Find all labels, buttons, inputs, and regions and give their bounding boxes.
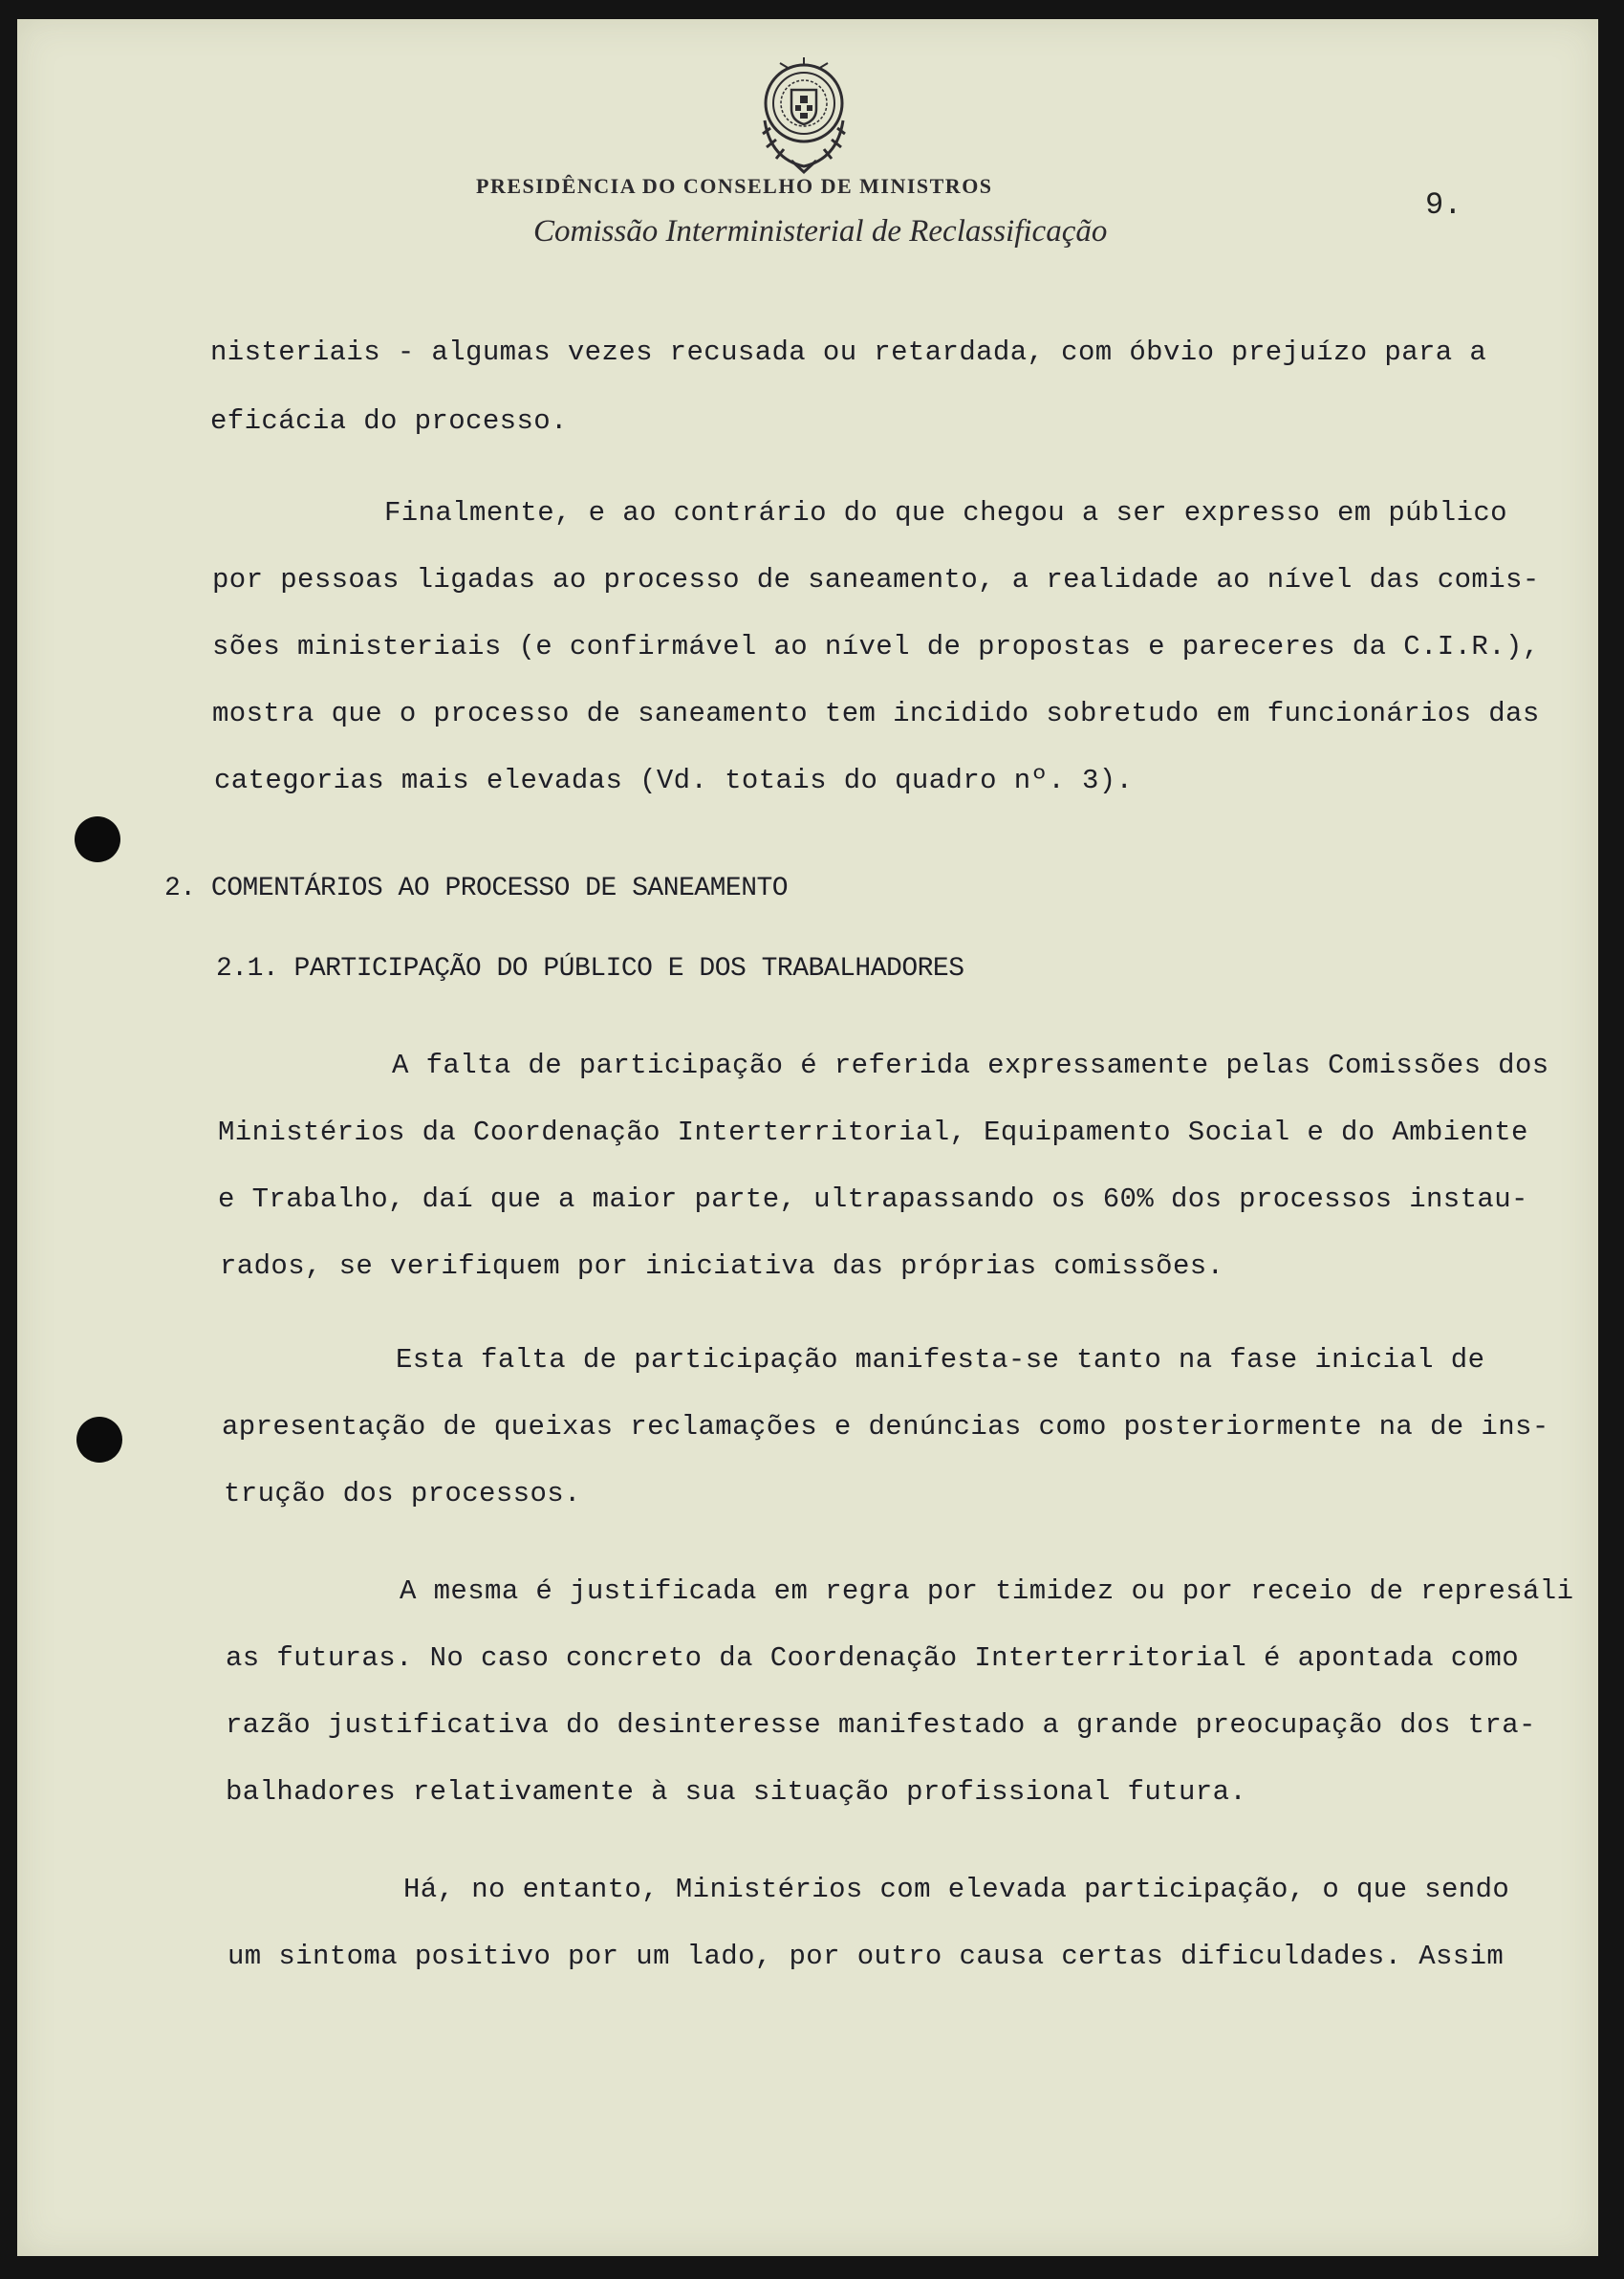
organization-name: PRESIDÊNCIA DO CONSELHO DE MINISTROS [476, 174, 993, 198]
text-line: por pessoas ligadas ao processo de saneamento, a realidade ao nível das comis- [212, 564, 1540, 596]
text-line: rados, se verifiquem por iniciativa das próprias comissões. [220, 1250, 1224, 1282]
text-line: Finalmente, e ao contrário do que chegou a ser expresso em público [384, 497, 1507, 529]
text-line: balhadores relativamente à sua situação profissional futura. [226, 1776, 1247, 1808]
text-line: eficácia do processo. [210, 405, 568, 437]
text-line: Há, no entanto, Ministérios com elevada participação, o que sendo [403, 1874, 1510, 1905]
text-line: sões ministeriais (e confirmável ao nível de propostas e pareceres da C.I.R.), [212, 631, 1540, 662]
text-line: Esta falta de participação manifesta-se tanto na fase inicial de [396, 1344, 1485, 1376]
text-line: um sintoma positivo por um lado, por outro causa certas dificuldades. Assim [227, 1941, 1505, 1972]
text-line: A mesma é justificada em regra por timidez ou por receio de represáli [400, 1575, 1574, 1607]
page-number: 9. [1425, 187, 1462, 223]
punch-hole-top [75, 816, 120, 862]
text-line: categorias mais elevadas (Vd. totais do quadro nº. 3). [214, 765, 1134, 796]
text-line: mostra que o processo de saneamento tem incidido sobretudo em funcionários das [212, 698, 1540, 729]
coat-of-arms-emblem [751, 54, 856, 178]
text-line: A falta de participação é referida expressamente pelas Comissões dos [392, 1050, 1549, 1081]
document-page [17, 19, 1598, 2256]
subsection-heading: 2.1. PARTICIPAÇÃO DO PÚBLICO E DOS TRABALHADORES [216, 954, 964, 984]
text-line: Ministérios da Coordenação Interterritorial, Equipamento Social e do Ambiente [218, 1117, 1528, 1148]
text-line: as futuras. No caso concreto da Coordenação Interterritorial é apontada como [226, 1642, 1520, 1674]
text-line: apresentação de queixas reclamações e denúncias como posteriormente na de ins- [222, 1411, 1549, 1443]
text-line: trução dos processos. [224, 1478, 581, 1509]
text-line: nisteriais - algumas vezes recusada ou retardada, com óbvio prejuízo para a [210, 336, 1487, 368]
text-line: e Trabalho, daí que a maior parte, ultrapassando os 60% dos processos instau- [218, 1183, 1528, 1215]
text-line: razão justificativa do desinteresse manifestado a grande preocupação dos tra- [226, 1709, 1536, 1741]
commission-name: Comissão Interministerial de Reclassificação [533, 214, 1108, 249]
section-heading: 2. COMENTÁRIOS AO PROCESSO DE SANEAMENTO [164, 874, 789, 903]
punch-hole-bottom [76, 1417, 122, 1463]
